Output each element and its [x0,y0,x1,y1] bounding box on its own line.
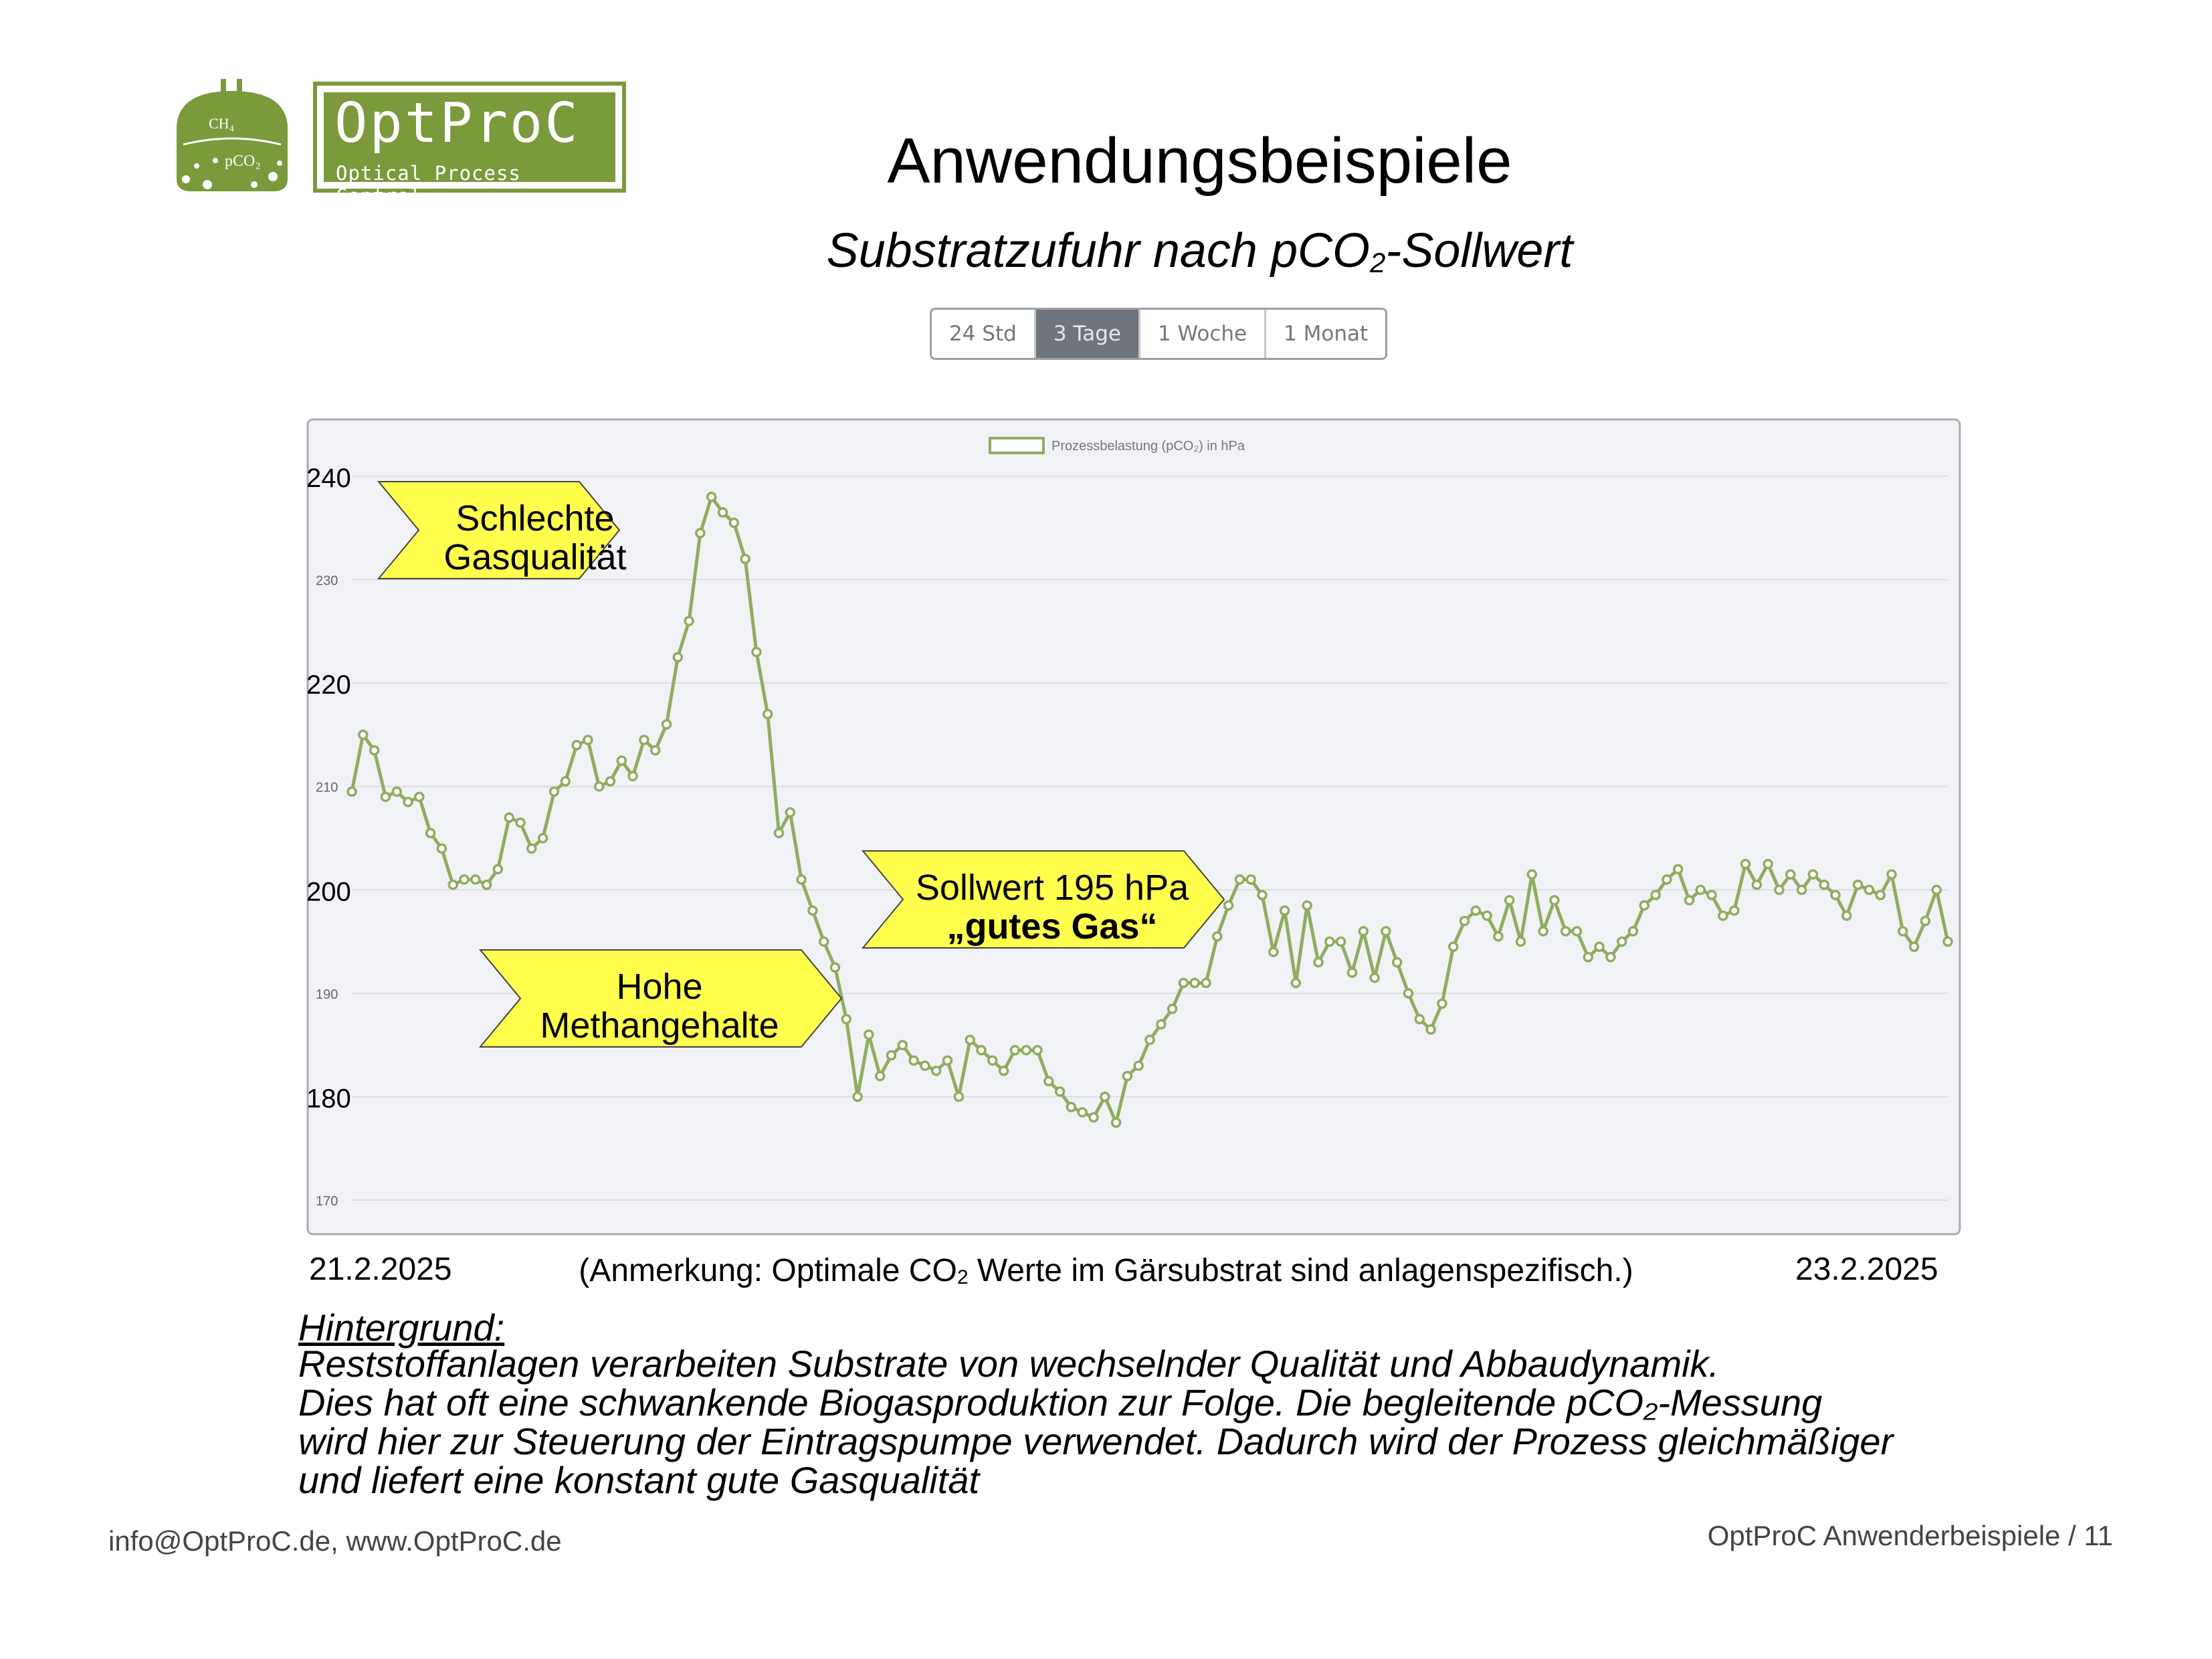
y-tick-label: 220 [306,670,351,700]
data-point [371,747,379,755]
data-point [1123,1072,1131,1080]
data-point [415,793,423,801]
data-point [1528,870,1536,878]
data-point [1607,953,1615,961]
data-point [1179,979,1187,987]
data-point [1876,891,1884,899]
data-point [842,1015,850,1023]
data-point [1742,860,1750,868]
data-point [528,845,536,853]
background-line: wird hier zur Steuerung der Eintragspumpe verwendet. Dadurch wird der Prozess gleichmäßiger [298,1420,1894,1462]
annotation-text: Schlechte [456,498,615,539]
data-point [1899,927,1907,935]
data-point [1011,1046,1019,1054]
y-tick-label: 170 [316,1194,338,1209]
data-point [1730,906,1738,914]
data-point [1764,860,1772,868]
data-point [831,963,839,971]
data-point [1382,927,1390,935]
data-point [1303,902,1311,910]
data-point [752,648,761,656]
background-line: Reststoffanlagen verarbeiten Substrate von wechselnder Qualität und Abbaudynamik. [298,1343,1720,1385]
data-point [516,819,524,827]
data-point [944,1056,952,1064]
annotation-text: Methangehalte [540,1005,779,1046]
range-button-1-month[interactable]: 1 Monat [1266,310,1385,358]
date-end-label: 23.2.2025 [1795,1252,1938,1287]
data-point [674,654,682,662]
data-point [651,747,660,755]
data-point [989,1056,997,1064]
data-point [1045,1077,1053,1085]
data-point [910,1056,918,1064]
data-point [977,1046,985,1054]
data-point [1944,938,1952,946]
data-point [764,710,772,718]
data-point [809,906,817,914]
data-point [1809,870,1817,878]
legend-label: Prozessbelastung (pCO₂) in hPa [1051,439,1245,454]
data-point [1371,974,1379,982]
data-point [348,787,356,795]
data-point [1494,933,1502,941]
data-point [1078,1108,1086,1116]
data-point [1539,927,1547,935]
chart-svg [306,418,1961,1236]
data-point [573,741,581,749]
date-start-label: 21.2.2025 [309,1252,452,1287]
footer-contact: info@OptProC.de, www.OptProC.de [108,1525,562,1557]
y-tick-label: 190 [316,987,338,1002]
data-point [1022,1046,1030,1054]
annotation-text: Sollwert 195 hPa [915,868,1189,908]
background-line: Dies hat oft eine schwankende Biogasproduktion zur Folge. Die begleitende pCO₂-Messung [298,1381,1823,1424]
data-point [1405,989,1413,997]
data-point [1258,891,1266,899]
subtitle-text: Substratzufuhr nach pCO [826,224,1370,278]
data-point [865,1031,873,1039]
data-point [1663,876,1671,884]
data-point [1595,943,1603,951]
data-point [1169,1005,1177,1013]
logo-tank-bottom-label: pCO₂ [225,153,261,170]
data-point [1843,912,1851,920]
data-point [1438,999,1446,1007]
data-point [494,865,502,873]
data-point [932,1067,940,1075]
background-heading: Hintergrund: [298,1306,505,1349]
data-point [888,1052,896,1060]
data-point [1281,906,1289,914]
data-point [1393,959,1401,967]
data-point [1775,886,1783,894]
data-point [1820,881,1828,889]
data-point [1090,1113,1098,1121]
data-point [381,793,389,801]
data-point [1674,865,1682,873]
data-point [1326,938,1334,946]
data-point [393,787,401,795]
subtitle-subscript: 2 [1370,247,1386,278]
annotation-text: Hohe [616,967,703,1007]
subtitle-suffix: -Sollwert [1385,224,1573,278]
data-point [595,783,603,791]
data-point [1854,881,1862,889]
data-point [1752,881,1761,889]
data-point [437,845,445,853]
pco2-chart [306,418,1961,1236]
data-point [1798,886,1806,894]
data-point [719,508,727,516]
data-point [1686,896,1694,904]
data-point [663,720,671,728]
data-point [1101,1093,1109,1101]
data-point [966,1036,974,1044]
data-point [1506,896,1514,904]
data-point [1202,979,1210,987]
range-button-3-days[interactable]: 3 Tage [1036,310,1140,358]
data-point [1910,943,1918,951]
data-point [1584,953,1592,961]
data-point [1517,938,1525,946]
y-tick-label: 200 [306,877,351,907]
data-point [1247,876,1255,884]
data-point [472,876,480,884]
data-point [954,1093,963,1101]
y-tick-label: 180 [306,1084,351,1114]
data-point [1787,870,1795,878]
annotation-text: Gasqualität [443,537,627,577]
data-point [696,529,704,537]
data-point [1348,969,1356,977]
data-point [1067,1103,1075,1111]
data-point [404,798,412,806]
data-point [1033,1046,1041,1054]
data-point [617,757,625,765]
data-point [1191,979,1199,987]
footer-page: OptProC Anwenderbeispiele / 11 [1707,1520,2113,1551]
data-point [640,736,648,744]
data-point [1719,912,1727,920]
data-point [1056,1088,1064,1096]
note-subscript: 2 [957,1266,969,1288]
data-point [539,834,547,842]
note-suffix: Werte im Gärsubstrat sind anlagenspezifisch.) [968,1253,1633,1288]
data-point [449,881,457,889]
data-point [1112,1118,1120,1127]
data-point [775,829,783,837]
data-point [629,772,637,780]
data-point [1000,1067,1008,1075]
data-point [505,813,513,821]
data-point [483,881,491,889]
data-point [1461,917,1469,925]
data-point [550,787,559,795]
data-point [1292,979,1300,987]
data-point [1427,1026,1435,1034]
data-point [1213,933,1221,941]
data-point [584,736,592,744]
data-point [1472,906,1480,914]
data-point [1696,886,1704,894]
data-point [427,829,435,837]
data-point [1831,891,1839,899]
background-text [298,1345,2037,1500]
logo-tank-top-label: CH₄ [209,115,235,132]
y-tick-label: 240 [306,463,351,493]
data-point [1651,891,1660,899]
data-point [1449,943,1457,951]
data-point [1629,927,1637,935]
data-point [1932,886,1940,894]
data-point [1415,1015,1423,1023]
data-point [607,777,615,785]
data-point [1483,912,1491,920]
data-point [1921,917,1929,925]
range-button-1-week[interactable]: 1 Woche [1140,310,1266,358]
data-point [460,876,468,884]
logo-name: OptProC [334,92,580,155]
data-point [820,938,828,946]
logo-tagline: Optical Process Control [336,162,521,207]
annotation-text: „gutes Gas“ [946,906,1158,947]
data-point [741,555,749,563]
data-point [1225,902,1233,910]
data-point [1314,959,1322,967]
data-point [921,1062,929,1070]
note-text: (Anmerkung: Optimale CO [579,1253,957,1288]
data-point [1865,886,1873,894]
data-point [1359,927,1367,935]
background-line: und liefert eine konstant gute Gasqualität [298,1459,980,1501]
data-point [1337,938,1345,946]
time-range-selector [930,308,1387,360]
data-point [853,1093,862,1101]
y-tick-label: 230 [316,573,338,589]
data-point [1708,891,1716,899]
data-point [1134,1062,1142,1070]
data-point [797,876,805,884]
legend-swatch [990,438,1043,453]
data-point [1888,870,1896,878]
data-point [1562,927,1570,935]
data-point [898,1041,906,1049]
data-point [730,519,738,527]
data-point [561,777,569,785]
y-tick-label: 210 [316,780,338,795]
data-point [1618,938,1626,946]
data-point [1235,876,1243,884]
data-point [359,730,367,739]
page-subtitle [0,223,2212,279]
data-point [786,808,794,816]
data-point [1550,896,1559,904]
data-point [1270,948,1278,956]
data-point [1157,1020,1165,1028]
data-point [1146,1036,1154,1044]
page-title: Anwendungsbeispiele [887,125,1512,197]
data-point [1640,902,1648,910]
data-point [708,493,716,501]
data-point [685,617,693,625]
data-point [1573,927,1581,935]
range-button-24h[interactable]: 24 Std [932,310,1036,358]
chart-note [0,1252,2212,1289]
data-point [876,1072,884,1080]
